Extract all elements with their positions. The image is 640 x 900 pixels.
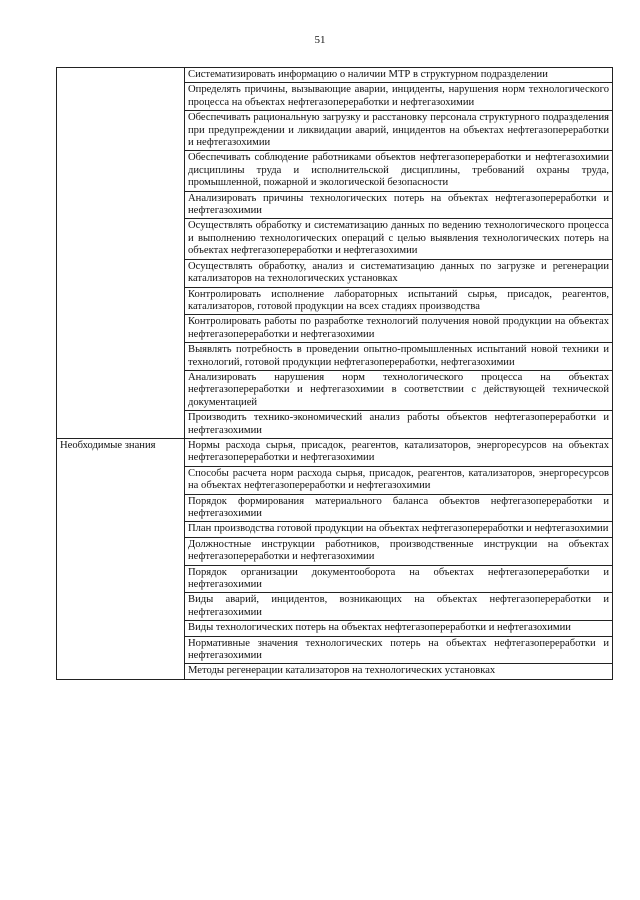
item-cell: Обеспечивать соблюдение работниками объектов нефтегазопереработки и нефтегазохимии дисциплины труда и исполнительской дисциплины, требований охраны труда, промышленной, пожарной и экологической безопасности <box>185 151 613 191</box>
item-cell: Контролировать исполнение лабораторных испытаний сырья, присадок, реагентов, катализаторов, готовой продукции на всех стадиях производства <box>185 287 613 315</box>
item-cell: Должностные инструкции работников, производственные инструкции на объектах нефтегазопереработки и нефтегазохимии <box>185 537 613 565</box>
item-cell: План производства готовой продукции на объектах нефтегазопереработки и нефтегазохимии <box>185 522 613 537</box>
item-cell: Анализировать нарушения норм технологического процесса на объектах нефтегазопереработки и нефтегазохимии в соответствии с действующей технической документацией <box>185 370 613 410</box>
item-cell: Нормативные значения технологических потерь на объектах нефтегазопереработки и нефтегазохимии <box>185 636 613 664</box>
item-cell: Обеспечивать рациональную загрузку и расстановку персонала структурного подразделения при предупреждении и ликвидации аварий, инцидентов на объектах нефтегазопереработки и нефтегазохимии <box>185 111 613 151</box>
item-cell: Выявлять потребность в проведении опытно-промышленных испытаний новой техники и технологий, готовой продукции нефтегазопереработки, нефтегазохимии <box>185 343 613 371</box>
item-cell: Порядок организации документооборота на объектах нефтегазопереработки и нефтегазохимии <box>185 565 613 593</box>
item-cell: Методы регенерации катализаторов на технологических установках <box>185 664 613 679</box>
item-cell: Производить технико-экономический анализ работы объектов нефтегазопереработки и нефтегазохимии <box>185 411 613 439</box>
table-row <box>57 68 613 83</box>
item-cell: Нормы расхода сырья, присадок, реагентов, катализаторов, энергоресурсов на объектах нефтегазопереработки и нефтегазохимии <box>185 438 613 466</box>
table-row <box>57 438 613 466</box>
item-cell: Осуществлять обработку и систематизацию данных по ведению технологического процесса и выполнению технологических операций с целью выявления технологических потерь на объектах нефтегазопереработки и нефтегазохимии <box>185 219 613 259</box>
requirements-table <box>56 67 613 680</box>
item-cell: Анализировать причины технологических потерь на объектах нефтегазопереработки и нефтегазохимии <box>185 191 613 219</box>
item-cell: Порядок формирования материального баланса объектов нефтегазопереработки и нефтегазохимии <box>185 494 613 522</box>
item-cell: Определять причины, вызывающие аварии, инциденты, нарушения норм технологического процесса на объектах нефтегазопереработки и нефтегазохимии <box>185 83 613 111</box>
item-cell: Виды аварий, инцидентов, возникающих на объектах нефтегазопереработки и нефтегазохимии <box>185 593 613 621</box>
item-cell: Способы расчета норм расхода сырья, присадок, реагентов, катализаторов, энергоресурсов на объектах нефтегазопереработки и нефтегазохимии <box>185 466 613 494</box>
item-cell: Виды технологических потерь на объектах нефтегазопереработки и нефтегазохимии <box>185 621 613 636</box>
item-cell: Контролировать работы по разработке технологий получения новой продукции на объектах нефтегазопереработки и нефтегазохимии <box>185 315 613 343</box>
category-cell <box>57 68 185 439</box>
item-cell: Осуществлять обработку, анализ и систематизацию данных по загрузке и регенерации катализаторов на технологических установках <box>185 259 613 287</box>
category-cell: Необходимые знания <box>57 438 185 679</box>
item-cell: Систематизировать информацию о наличии МТР в структурном подразделении <box>185 68 613 83</box>
page-number: 51 <box>314 34 326 46</box>
